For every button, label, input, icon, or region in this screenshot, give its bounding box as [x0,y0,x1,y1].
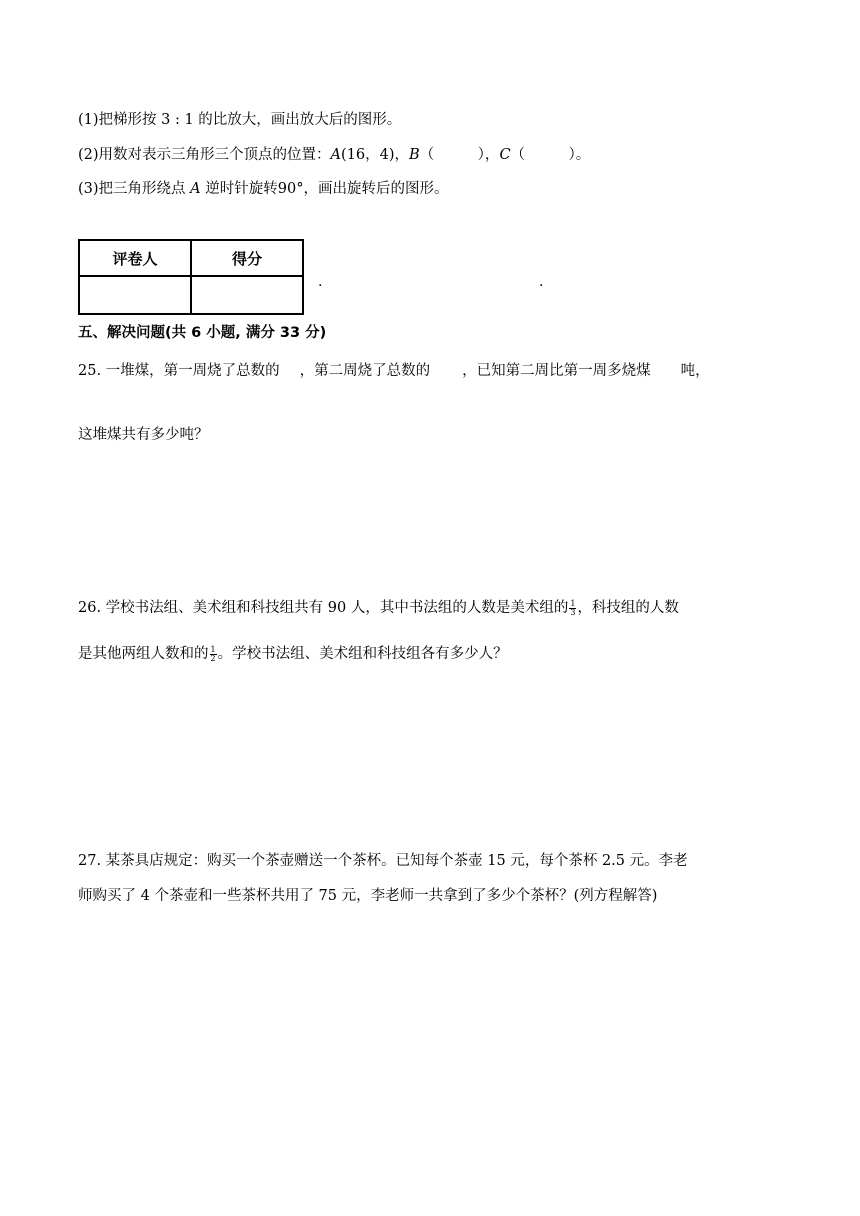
grader-cell[interactable] [79,276,191,314]
q26-line2: 是其他两组人数和的 $\frac{1}{2}$ 。学校书法组、美术组和科技组各有多少人？ [78,644,508,663]
fraction: $\frac{1}{3}$ [570,598,576,617]
q24-part3: (3)把三角形绕点 A 逆时针旋转90°，画出旋转后的图形。 [78,181,449,197]
q25-line2: 这堆煤共有多少吨？ [78,427,209,443]
vertex-b-blank: （ ）， [419,147,500,163]
score-cell[interactable] [191,276,303,314]
stray-dot: . [318,274,323,290]
vertex-b-label: B [409,147,420,163]
q24-part1: (1)把梯形按 3 : 1 的比放大，画出放大后的图形。 [78,112,402,128]
vertex-a-label: A [330,147,342,163]
q27-line1: 27. 某茶具店规定：购买一个茶壶赠送一个茶杯。已知每个茶壶 15 元，每个茶杯 2.5 元。李老 [78,853,688,869]
q25-line1: 25. 一堆煤，第一周烧了总数的 ，第二周烧了总数的 ，已知第二周比第一周多烧煤 吨， [78,363,710,379]
fraction: $\frac{1}{2}$ [210,644,216,663]
vertex-c-blank: （ ）。 [510,147,591,163]
q26-line1: 26. 学校书法组、美术组和科技组共有 90 人，其中书法组的人数是美术组的 $\frac{1}{3}$ ，科技组的人数 [78,598,679,617]
q24-part2: (2)用数对表示三角形三个顶点的位置：A(16，4)，B（ ），C（ ）。 [78,147,591,163]
score-table [78,239,304,315]
grader-header: 评卷人 [79,240,191,276]
vertex-c-label: C [499,147,511,163]
stray-dot: . [539,274,544,290]
score-header: 得分 [191,240,303,276]
q27-line2: 师购买了 4 个茶壶和一些茶杯共用了 75 元，李老师一共拿到了多少个茶杯？(列方程解答) [78,888,658,904]
section-title: 五、解决问题(共 6 小题, 满分 33 分) [78,325,327,341]
